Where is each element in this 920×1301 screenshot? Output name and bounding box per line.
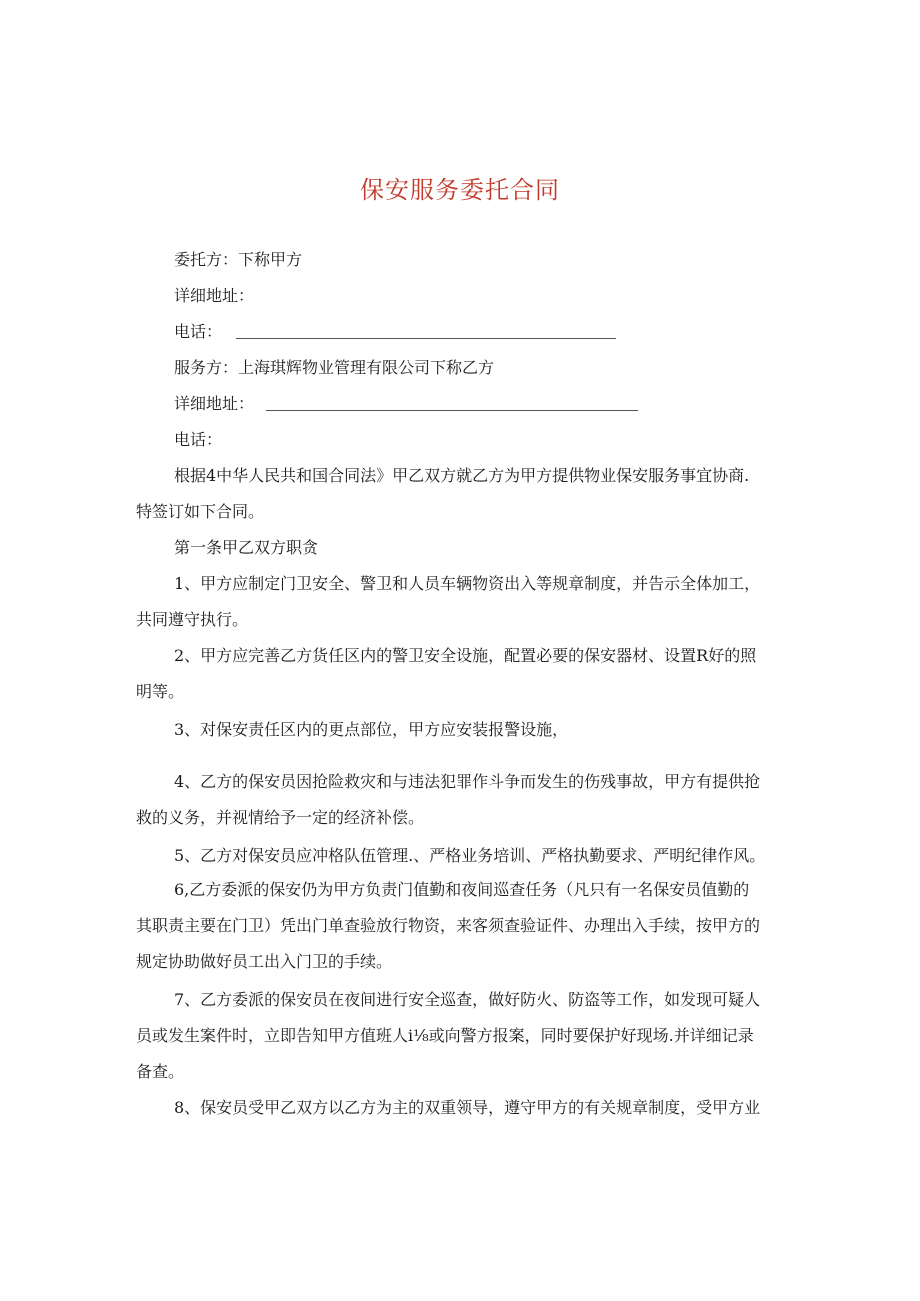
client-address-label: 详细地址： <box>174 286 255 305</box>
intro-line-1: 根据4中华人民共和国合同法》甲乙双方就乙方为甲方提供物业保安服务事宜协商. <box>174 466 750 485</box>
clause-6-line-1: 6,乙方委派的保安仍为甲方负责门值勤和夜间巡查任务（凡只有一名保安员值勤的 <box>174 880 750 899</box>
clause-7-line-3: 备查。 <box>136 1062 185 1081</box>
provider-address-blank <box>266 398 638 411</box>
client-phone-blank <box>236 326 616 339</box>
clause-7-line-2: 员或发生案件时，立即告知甲方值班人i⅛或向警方报案，同时要保护好现场.并详细记录 <box>136 1026 754 1045</box>
clause-1-line-1: 1、甲方应制定门卫安全、警卫和人员车辆物资出入等规章制度，并告示全体加工， <box>174 574 761 593</box>
provider-line: 服务方：上海琪辉物业管理有限公司下称乙方 <box>174 358 495 377</box>
contract-title: 保安服务委托合同 <box>360 176 560 204</box>
clause-8-line-1: 8、保安员受甲乙双方以乙方为主的双重领导，遵守甲方的有关规章制度，受甲方业 <box>174 1098 761 1117</box>
clause-5-line-1: 5、乙方对保安员应冲格队伍管理.、严格业务培训、严格执勤要求、严明纪律作风。 <box>174 846 766 865</box>
intro-line-2: 特签订如下合同。 <box>136 502 265 521</box>
clause-4-line-2: 救的义务，并视情给予一定的经济补偿。 <box>136 808 425 827</box>
clause-6-line-3: 规定协助做好员工出入门卫的手续。 <box>136 952 393 971</box>
client-phone-row <box>174 322 616 342</box>
client-line: 委托方：下称甲方 <box>174 250 303 269</box>
clause-4-line-1: 4、乙方的保安员因抢险救灾和与违法犯罪作斗争而发生的伤残事故，甲方有提供抢 <box>174 772 761 791</box>
client-phone-label: 电话： <box>174 322 223 341</box>
provider-address-row <box>174 394 638 414</box>
clause-7-line-1: 7、乙方委派的保安员在夜间进行安全巡查，做好防火、防盗等工作，如发现可疑人 <box>174 990 761 1009</box>
clause-1-line-2: 共同遵守执行。 <box>136 610 249 629</box>
provider-phone-label: 电话： <box>174 430 223 449</box>
provider-address-label: 详细地址： <box>174 394 255 413</box>
clause-6-line-2: 其职责主要在门卫）凭出门单查验放行物资，来客须查验证件、办理出入手续，按甲方的 <box>136 916 761 935</box>
clause-2-line-1: 2、甲方应完善乙方货任区内的警卫安全设施，配置必要的保安器材、设置R好的照 <box>174 646 757 665</box>
clause-3-line-1: 3、对保安责任区内的更点部位，甲方应安装报警设施， <box>174 720 569 739</box>
article-1-heading: 第一条甲乙双方职贪 <box>174 538 319 557</box>
clause-2-line-2: 明等。 <box>136 682 185 701</box>
